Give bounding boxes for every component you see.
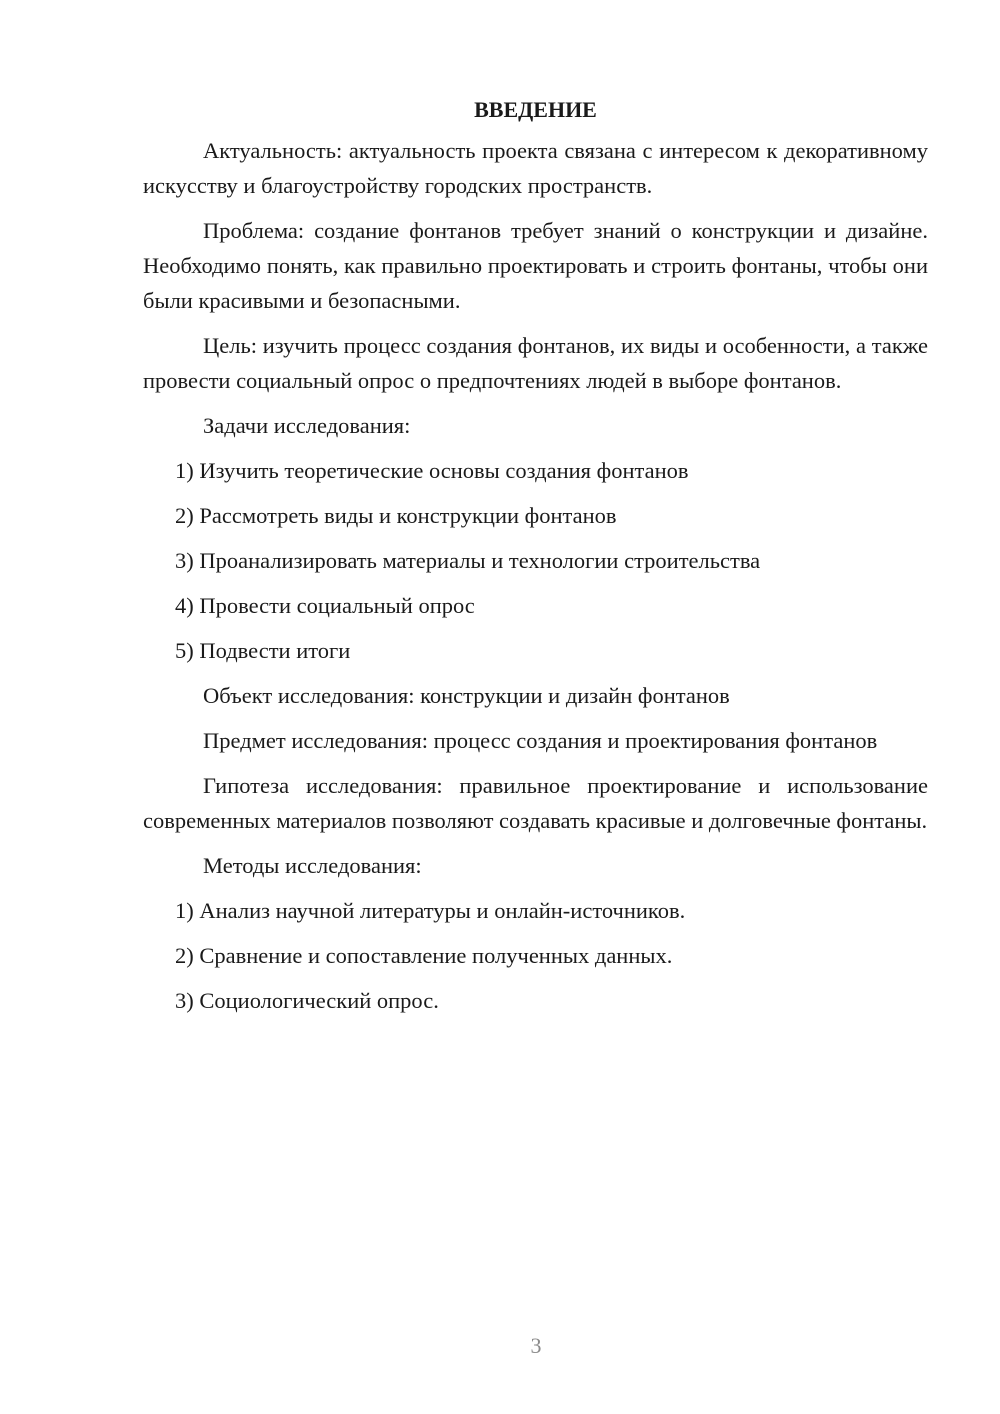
list-item: 3) Социологический опрос. <box>175 988 439 1013</box>
list-item: 1) Изучить теоретические основы создания фонтанов <box>175 458 689 483</box>
methods-list <box>143 893 928 1018</box>
problem-paragraph: Проблема: создание фонтанов требует знаний о конструкции и дизайне. Необходимо понять, как правильно проектировать и строить фонтаны, чтобы они были красивыми и безопасными. <box>143 218 928 313</box>
object-paragraph: Объект исследования: конструкции и дизайн фонтанов <box>203 683 730 708</box>
list-item: 2) Сравнение и сопоставление полученных данных. <box>175 943 673 968</box>
goal-paragraph: Цель: изучить процесс создания фонтанов, их виды и особенности, а также провести социальный опрос о предпочтениях людей в выборе фонтанов. <box>143 333 928 393</box>
list-item: 4) Провести социальный опрос <box>175 593 475 618</box>
page-number: 3 <box>530 1333 542 1358</box>
subject-paragraph: Предмет исследования: процесс создания и проектирования фонтанов <box>203 728 878 753</box>
tasks-heading: Задачи исследования: <box>203 413 411 438</box>
list-item: 1) Анализ научной литературы и онлайн-источников. <box>175 898 686 923</box>
hypothesis-paragraph: Гипотеза исследования: правильное проектирование и использование современных материалов позволяют создавать красивые и долговечные фонтаны. <box>143 773 928 833</box>
section-title: ВВЕДЕНИЕ <box>474 97 597 122</box>
methods-heading: Методы исследования: <box>203 853 422 878</box>
list-item: 2) Рассмотреть виды и конструкции фонтанов <box>175 503 617 528</box>
list-item: 3) Проанализировать материалы и технологии строительства <box>175 548 761 573</box>
tasks-list <box>143 453 928 668</box>
document-body <box>143 92 928 1028</box>
relevance-paragraph: Актуальность: актуальность проекта связана с интересом к декоративному искусству и благоустройству городских пространств. <box>143 138 928 198</box>
list-item: 5) Подвести итоги <box>175 638 351 663</box>
